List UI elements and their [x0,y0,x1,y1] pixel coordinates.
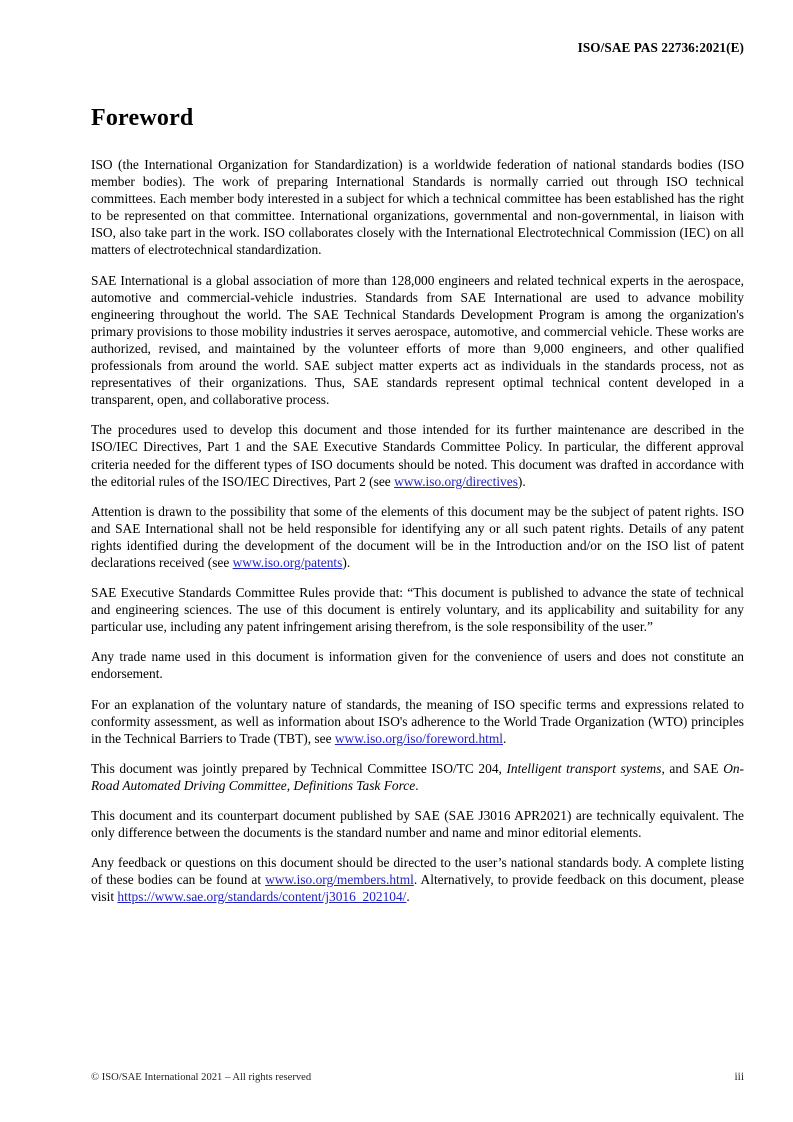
committee-title-iso: Intelligent transport systems [506,760,662,776]
link-iso-foreword[interactable]: www.iso.org/iso/foreword.html [334,730,503,746]
prepared-by-text-1: This document was jointly prepared by Technical Committee ISO/TC 204, [91,760,507,776]
paragraph-voluntary-text-before: For an explanation of the voluntary nature of standards, the meaning of ISO specific terms and expressions related to conformity assessment, as well as information about ISO's adherence to the World Trade Organization (WTO) principles in the Technical Barriers to Trade (TBT), see [91,696,744,746]
paragraph-iso-intro: ISO (the International Organization for Standardization) is a worldwide federation of national standards bodies (ISO member bodies). The work of preparing International Standards is normally carried out through ISO technical committees. Each member body interested in a subject for which a technical committee has been established has the right to be represented on that committee. International organizations, governmental and non-governmental, in liaison with ISO, also take part in the work. ISO collaborates closely with the International Electrotechnical Commission (IEC) on all matters of electrotechnical standardization. [91,157,744,258]
committee-title-sae: On-Road Automated Driving Committee, Definitions Task Force [91,760,745,793]
prepared-by-text-3: . [415,777,419,793]
paragraph-patent-text-after: ). [342,554,351,570]
link-iso-members[interactable]: www.iso.org/members.html [265,872,414,888]
page-title: Foreword [91,105,194,131]
paragraph-feedback [91,854,744,905]
link-iso-patents[interactable]: www.iso.org/patents [232,554,343,570]
link-sae-j3016[interactable]: https://www.sae.org/standards/content/j3016_202104/ [117,889,407,905]
feedback-text-before: Any feedback or questions on this document should be directed to the user’s national standards body. A complete listing of these bodies can be found at [91,855,744,888]
copyright-notice: © ISO/SAE International 2021 – All rights reserved [91,1072,312,1083]
feedback-text-middle: . Alternatively, to provide feedback on this document, please visit [91,872,745,905]
paragraph-trade-name: Any trade name used in this document is information given for the convenience of users and does not constitute an endorsement. [91,649,744,682]
paragraph-voluntary-nature [91,696,744,747]
page-number: iii [734,1071,744,1083]
page-footer [91,1071,744,1083]
paragraph-patent-text-before: Attention is drawn to the possibility that some of the elements of this document may be the subject of patent rights. ISO and SAE International shall not be held responsible for identifying any or all such patent rights. Details of any patent rights identified during the development of the document will be in the Introduction and/or on the ISO list of patent declarations received (see [91,503,744,570]
paragraph-patent-rights [91,503,744,571]
paragraph-sae-committee-rules: SAE Executive Standards Committee Rules provide that: “This document is published to advance the state of technical and engineering sciences. The use of this document is entirely voluntary, and its applicability and suitability for any particular use, including any patent infringement arising therefrom, is the sole responsibility of the user.” [91,585,744,635]
link-iso-directives[interactable]: www.iso.org/directives [394,473,518,489]
paragraph-counterpart-equivalence: This document and its counterpart document published by SAE (SAE J3016 APR2021) are technically equivalent. The only difference between the documents is the standard number and name and minor editorial elements. [91,808,744,841]
paragraph-voluntary-text-after: . [503,730,507,746]
paragraph-procedures-text-after: ). [517,473,526,489]
paragraph-procedures-text-before: The procedures used to develop this document and those intended for its further maintenance are described in the ISO/IEC Directives, Part 1 and the SAE Executive Standards Committee Policy. In particular, the different approval criteria needed for the different types of ISO documents should be noted. This document was drafted in accordance with the editorial rules of the ISO/IEC Directives, Part 2 (see [91,422,744,489]
feedback-text-after: . [406,889,410,905]
paragraph-sae-intro: SAE International is a global association of more than 128,000 engineers and related technical experts in the aerospace, automotive and commercial-vehicle industries. Standards from SAE International are used to advance mobility engineering throughout the world. The SAE Technical Standards Development Program is among the organization's primary provisions to those mobility industries it serves aerospace, automotive, and commercial vehicle. These works are authorized, revised, and maintained by the volunteer efforts of more than 9,000 engineers, and other qualified professionals from around the world. SAE subject matter experts act as individuals in the standards process, not as representatives of their organizations. Thus, SAE standards represent optimal technical content developed in a transparent, open, and collaborative process. [91,272,744,408]
prepared-by-text-2: , and SAE [661,760,724,776]
running-header: ISO/SAE PAS 22736:2021(E) [577,40,744,55]
paragraph-prepared-by [91,760,744,794]
foreword-body [91,156,744,905]
paragraph-procedures [91,421,744,489]
